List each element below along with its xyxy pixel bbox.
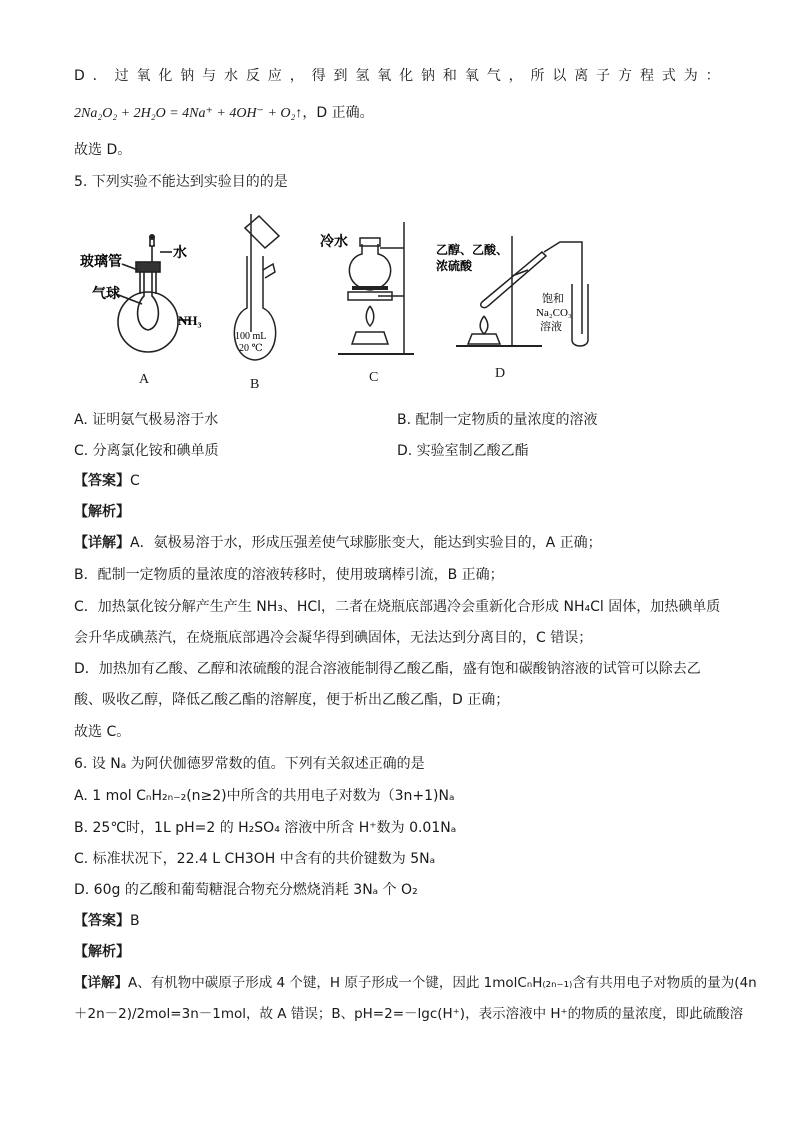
q6-answer-tag: 【答案】: [74, 913, 130, 929]
figure-d-burner: [468, 334, 500, 344]
figure-a-stopper: [136, 262, 160, 272]
q6-option-c: C. 标准状况下，22.4 L CH3OH 中含有的共价键数为 5Nₐ: [74, 851, 436, 867]
figure-d-apparatus: [432, 230, 602, 360]
figure-c-label-cold-water: 冷水: [320, 235, 348, 250]
q5-option-d: D. 实验室制乙酸乙酯: [397, 443, 529, 459]
q5-detail-d1: D．加热加有乙酸、乙醇和浓硫酸的混合溶液能制得乙酸乙酯，盛有饱和碳酸钠溶液的试管可以除去乙: [74, 661, 701, 677]
figure-d-label-reagents-2: 浓硫酸: [436, 259, 473, 273]
q5-option-b: B. 配制一定物质的量浓度的溶液: [397, 412, 598, 428]
q5-detail-c1: C．加热氯化铵分解产生产生 NH₃、HCl，二者在烧瓶底部遇冷会重新化合形成 NH₄Cl 固体，加热碘单质: [74, 599, 721, 615]
q4-conclusion: 故选 D。: [74, 142, 132, 158]
figure-b-label-temp: 20 ℃: [239, 343, 263, 354]
q5-option-a: A. 证明氨气极易溶于水: [74, 412, 219, 428]
q6-option-a: A. 1 mol CₙH₂ₙ₋₂(n≥2)中所含的共用电子对数为（3n+1)Nₐ: [74, 788, 455, 804]
q5-detail-d2: 酸、吸收乙醇，降低乙酸乙酯的溶解度，便于析出乙酸乙酯，D 正确；: [74, 692, 510, 708]
q4-equation: 2Na₂O₂ + 2H₂O = 4Na⁺ + 4OH⁻ + O₂↑: [74, 106, 303, 121]
q5-question: 5. 下列实验不能达到实验目的的是: [74, 174, 288, 190]
figure-d-receiver-tube: [572, 284, 588, 346]
q5-detail-a-line: [74, 533, 602, 553]
q5-answer-value: C: [130, 473, 140, 489]
figure-c-apparatus: [318, 218, 418, 358]
figure-b-label-volume: 100 mL: [235, 331, 267, 342]
q6-detail-2: ＋2n－2)/2mol=3n－1mol，故 A 错误；B、pH=2=－lgc(H⁺)，表示溶液中 H⁺的物质的量浓度，即此硫酸溶: [74, 1006, 744, 1022]
q5-detail-c2: 会升华成碘蒸汽，在烧瓶底部遇冷会凝华得到碘固体，无法达到分离目的，C 错误；: [74, 630, 593, 646]
figure-a-flask: [118, 292, 178, 352]
q6-answer: [74, 911, 140, 931]
figure-d-label-sat-1: 饱和: [542, 293, 564, 305]
figure-c-caption: C: [369, 370, 379, 385]
q6-detail-tag: 【详解】: [74, 975, 128, 991]
q5-detail-a: A．氨极易溶于水，形成压强差使气球膨胀变大，能达到实验目的，A 正确；: [130, 535, 602, 551]
q6-question: 6. 设 Nₐ 为阿伏伽德罗常数的值。下列有关叙述正确的是: [74, 756, 425, 772]
q4-d-line: D ． 过 氧 化 钠 与 水 反 应 ， 得 到 氢 氧 化 钠 和 氧 气 ， 所 以 离 子 方 程 式 为 ：: [74, 68, 720, 84]
figure-a-caption: A: [139, 372, 150, 387]
q6-detail-1-line: [74, 973, 757, 993]
q5-answer: [74, 471, 140, 491]
q5-analysis-tag: 【解析】: [74, 504, 130, 520]
figure-c-burner: [352, 332, 388, 344]
q6-answer-value: B: [130, 913, 140, 929]
figure-d-test-tube: [481, 252, 546, 308]
q6-detail-1: A、有机物中碳原子形成 4 个键，H 原子形成一个键，因此 1molCₙH₍₂ₙ₋₁₎含有共用电子对物质的量为(4n: [128, 975, 757, 991]
figure-c-flame: [366, 306, 374, 326]
figure-a-neck: [140, 270, 156, 294]
q6-option-b: B. 25℃时，1L pH=2 的 H₂SO₄ 溶液中所含 H⁺数为 0.01Nₐ: [74, 820, 457, 836]
q4-equation-line: [74, 103, 374, 124]
figure-b-apparatus: [225, 212, 295, 372]
figure-d-label-sat-3: 溶液: [540, 321, 562, 333]
q5-conclusion: 故选 C。: [74, 724, 131, 740]
figure-a-apparatus: [72, 232, 222, 362]
figure-d-flame: [480, 316, 488, 334]
figure-a-label-glass-tube: 玻璃管: [80, 255, 122, 270]
q5-detail-b: B．配制一定物质的量浓度的溶液转移时，使用玻璃棒引流，B 正确；: [74, 567, 504, 583]
figure-c-flask: [349, 244, 390, 290]
q5-option-c: C. 分离氯化铵和碘单质: [74, 443, 219, 459]
q6-analysis-tag: 【解析】: [74, 944, 130, 960]
figure-d-label-reagents-1: 乙醇、乙酸、: [436, 243, 509, 257]
figure-a-label-nh3: NH₃: [178, 313, 202, 328]
figure-b-caption: B: [250, 377, 260, 392]
figure-b-side-arm: [263, 264, 275, 278]
figure-c-flask-cap: [360, 238, 380, 246]
q4-d-result: ，D 正确。: [302, 105, 374, 121]
figure-d-caption: D: [495, 366, 506, 381]
figure-d-label-sat-2: Na₂CO₃: [536, 307, 572, 319]
q6-option-d: D. 60g 的乙酸和葡萄糖混合物充分燃烧消耗 3Nₐ 个 O₂: [74, 882, 418, 898]
figure-a-label-balloon: 气球: [92, 287, 120, 302]
q5-answer-tag: 【答案】: [74, 473, 130, 489]
figure-a-label-water: 水: [173, 246, 187, 261]
q5-detail-tag: 【详解】: [74, 535, 130, 551]
figure-b-beaker: [245, 216, 279, 248]
